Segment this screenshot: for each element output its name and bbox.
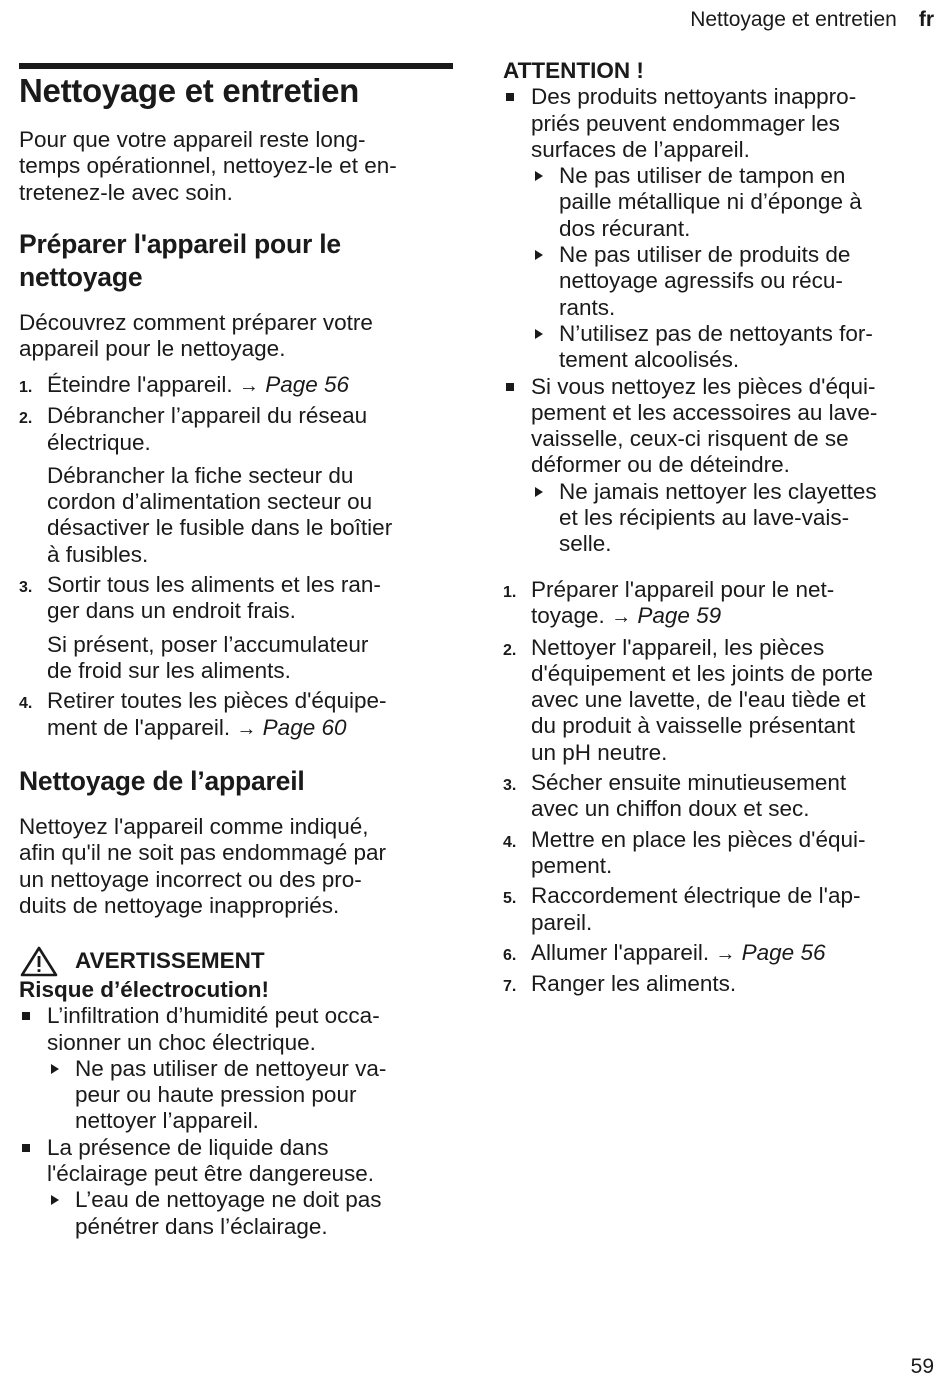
page-title: Nettoyage et entretien [19, 72, 359, 109]
step-detail-line: Si présent, poser l’accumulateur [47, 631, 369, 657]
step-text: Allumer l'appareil. [531, 939, 716, 965]
step-text: ger dans un endroit frais. [47, 598, 296, 624]
warning-text: l'éclairage peut être dangereuse. [47, 1161, 375, 1187]
action-text: Ne jamais nettoyer les clayettes [559, 478, 877, 504]
action-item [47, 1187, 453, 1240]
arrow-right-icon: → [715, 942, 736, 965]
step-detail-line: Débrancher la fiche secteur du [47, 462, 354, 488]
step-number: 2. [503, 641, 517, 659]
action-item [531, 479, 935, 558]
warning-item [19, 1003, 453, 1134]
page-reference-link[interactable]: Page 59 [637, 603, 722, 629]
arrow-right-icon: → [236, 717, 257, 740]
prepare-intro [19, 310, 453, 363]
step-number: 1. [503, 584, 517, 601]
intro-line: tretenez-le avec soin. [19, 179, 233, 205]
step-item [503, 770, 935, 823]
attention-text: Des produits nettoyants inappro- [531, 84, 857, 110]
warning-actions [47, 1056, 453, 1135]
step-text: du produit à vaisselle présentant [531, 713, 855, 739]
section-heading-cleaning: Nettoyage de l’appareil [19, 766, 305, 796]
step-item [503, 971, 935, 997]
step-item [19, 403, 453, 568]
attention-text: surfaces de l’appareil. [531, 136, 750, 162]
heading-line: Préparer l'appareil pour le [19, 229, 341, 259]
warning-text: L’infiltration d’humidité peut occa- [47, 1003, 380, 1029]
prepare-intro-line: appareil pour le nettoyage. [19, 336, 286, 362]
step-text: Ranger les aliments. [531, 971, 737, 997]
attention-text: Si vous nettoyez les pièces d'équi- [531, 373, 876, 399]
heading-line: nettoyage [19, 262, 143, 292]
attention-text: vaisselle, ceux-ci risquent de se [531, 426, 849, 452]
triangle-bullet-icon [535, 487, 543, 497]
action-text: selle. [559, 531, 612, 557]
action-text: Ne pas utiliser de tampon en [559, 163, 846, 189]
step-number: 3. [503, 777, 517, 795]
attention-item [503, 84, 935, 373]
cleaning-intro-line: duits de nettoyage inappropriés. [19, 892, 340, 918]
step-text: un pH neutre. [531, 739, 668, 765]
square-bullet-icon [506, 93, 514, 101]
action-text: nettoyage agressifs ou récu- [559, 268, 843, 294]
triangle-bullet-icon [535, 329, 543, 339]
step-text: Sortir tous les aliments et les ran- [47, 572, 381, 598]
warning-list [19, 1003, 453, 1240]
step-detail-line: à fusibles. [47, 541, 149, 567]
step-text: Retirer toutes les pièces d'équipe- [47, 688, 387, 714]
warning-subtitle: Risque d’électrocution! [19, 977, 270, 1002]
square-bullet-icon [506, 383, 514, 391]
action-text: Ne pas utiliser de produits de [559, 242, 851, 268]
action-text: L’eau de nettoyage ne doit pas [75, 1187, 382, 1213]
warning-triangle-icon [19, 945, 59, 977]
attention-list [503, 84, 935, 557]
action-text: tement alcoolisés. [559, 347, 740, 373]
action-text: paille métallique ni d’éponge à [559, 189, 862, 215]
attention-text: priés peuvent endommager les [531, 110, 840, 136]
step-item [503, 635, 935, 766]
action-text: peur ou haute pression pour [75, 1082, 357, 1108]
warning-text: sionner un choc électrique. [47, 1029, 316, 1055]
triangle-bullet-icon [51, 1064, 59, 1074]
step-number: 3. [19, 579, 33, 597]
attention-text: pement et les accessoires au lave- [531, 399, 878, 425]
step-text: ment de l'appareil. [47, 714, 237, 740]
action-item [531, 242, 935, 321]
cleaning-intro-line: afin qu'il ne soit pas endommagé par [19, 840, 387, 866]
warning-title-row [19, 945, 453, 977]
step-text: Raccordement électrique de l'ap- [531, 883, 861, 909]
page-number: 59 [910, 1355, 934, 1378]
step-number: 2. [19, 410, 33, 428]
cleaning-steps [503, 577, 935, 997]
warning-item [19, 1135, 453, 1240]
triangle-bullet-icon [535, 171, 543, 181]
action-text: Ne pas utiliser de nettoyeur va- [75, 1055, 387, 1081]
page-reference-link[interactable]: Page 60 [262, 714, 347, 740]
running-header [690, 8, 934, 32]
step-text: Débrancher l’appareil du réseau [47, 403, 368, 429]
warning-text: La présence de liquide dans [47, 1134, 329, 1160]
step-detail-line: cordon d’alimentation secteur ou [47, 489, 373, 515]
intro-line: temps opérationnel, nettoyez-le et en- [19, 153, 397, 179]
action-item [531, 163, 935, 242]
square-bullet-icon [22, 1012, 30, 1020]
arrow-right-icon: → [238, 375, 259, 397]
step-text: Préparer l'appareil pour le net- [531, 577, 835, 602]
warning-block [19, 945, 453, 1240]
attention-block [503, 58, 935, 558]
step-number: 5. [503, 890, 517, 908]
intro-line: Pour que votre appareil reste long- [19, 127, 366, 152]
intro-paragraph [19, 127, 453, 206]
triangle-bullet-icon [51, 1195, 59, 1205]
step-text: pareil. [531, 909, 593, 935]
page-reference-link[interactable]: Page 56 [741, 939, 826, 965]
running-header-section: Nettoyage et entretien [690, 8, 897, 31]
action-text: dos récurant. [559, 215, 691, 241]
step-text: toyage. [531, 603, 612, 629]
step-text: Nettoyer l'appareil, les pièces [531, 634, 825, 660]
step-text: Sécher ensuite minutieusement [531, 770, 847, 796]
step-item [503, 940, 935, 967]
attention-actions [531, 479, 935, 558]
step-text: pement. [531, 852, 613, 878]
action-text: nettoyer l’appareil. [75, 1108, 259, 1134]
cleaning-intro-line: Nettoyez l'appareil comme indiqué, [19, 814, 369, 839]
attention-item [503, 374, 935, 558]
attention-actions [531, 163, 935, 373]
action-text: et les récipients au lave-vais- [559, 505, 850, 531]
step-text: avec un chiffon doux et sec. [531, 796, 810, 822]
prepare-steps [19, 372, 453, 742]
step-text: Éteindre l'appareil. [47, 372, 239, 397]
step-item [503, 883, 935, 936]
step-detail [47, 463, 453, 568]
cleaning-intro [19, 814, 453, 919]
arrow-right-icon: → [611, 606, 632, 629]
action-text: rants. [559, 294, 616, 320]
step-text: Mettre en place les pièces d'équi- [531, 826, 866, 852]
step-item [19, 372, 453, 399]
step-item [503, 577, 935, 631]
attention-text: déformer ou de déteindre. [531, 452, 790, 478]
step-number: 4. [503, 833, 517, 851]
step-item [19, 688, 453, 742]
language-code: fr [918, 8, 934, 31]
square-bullet-icon [22, 1144, 30, 1152]
section-heading-prepare [19, 228, 453, 294]
step-text: électrique. [47, 429, 151, 455]
triangle-bullet-icon [535, 250, 543, 260]
cleaning-intro-line: un nettoyage incorrect ou des pro- [19, 866, 362, 892]
action-text: pénétrer dans l’éclairage. [75, 1213, 328, 1239]
warning-title: AVERTISSEMENT [75, 948, 265, 973]
step-number: 4. [19, 695, 33, 713]
prepare-intro-line: Découvrez comment préparer votre [19, 310, 373, 335]
step-number: 1. [19, 379, 33, 396]
step-text: avec une lavette, de l'eau tiède et [531, 687, 866, 713]
title-rule [19, 63, 453, 69]
step-item [19, 572, 453, 684]
step-item [503, 827, 935, 880]
step-number: 6. [503, 946, 517, 964]
page-reference-link[interactable]: Page 56 [265, 372, 350, 397]
step-number: 7. [503, 978, 517, 996]
step-detail [47, 632, 453, 685]
step-text: d'équipement et les joints de porte [531, 660, 874, 686]
step-detail-line: désactiver le fusible dans le boîtier [47, 515, 393, 541]
action-item [47, 1056, 453, 1135]
action-item [531, 321, 935, 374]
attention-title: ATTENTION ! [503, 58, 644, 83]
warning-actions [47, 1187, 453, 1240]
step-detail-line: de froid sur les aliments. [47, 657, 291, 683]
action-text: N’utilisez pas de nettoyants for- [559, 320, 873, 346]
